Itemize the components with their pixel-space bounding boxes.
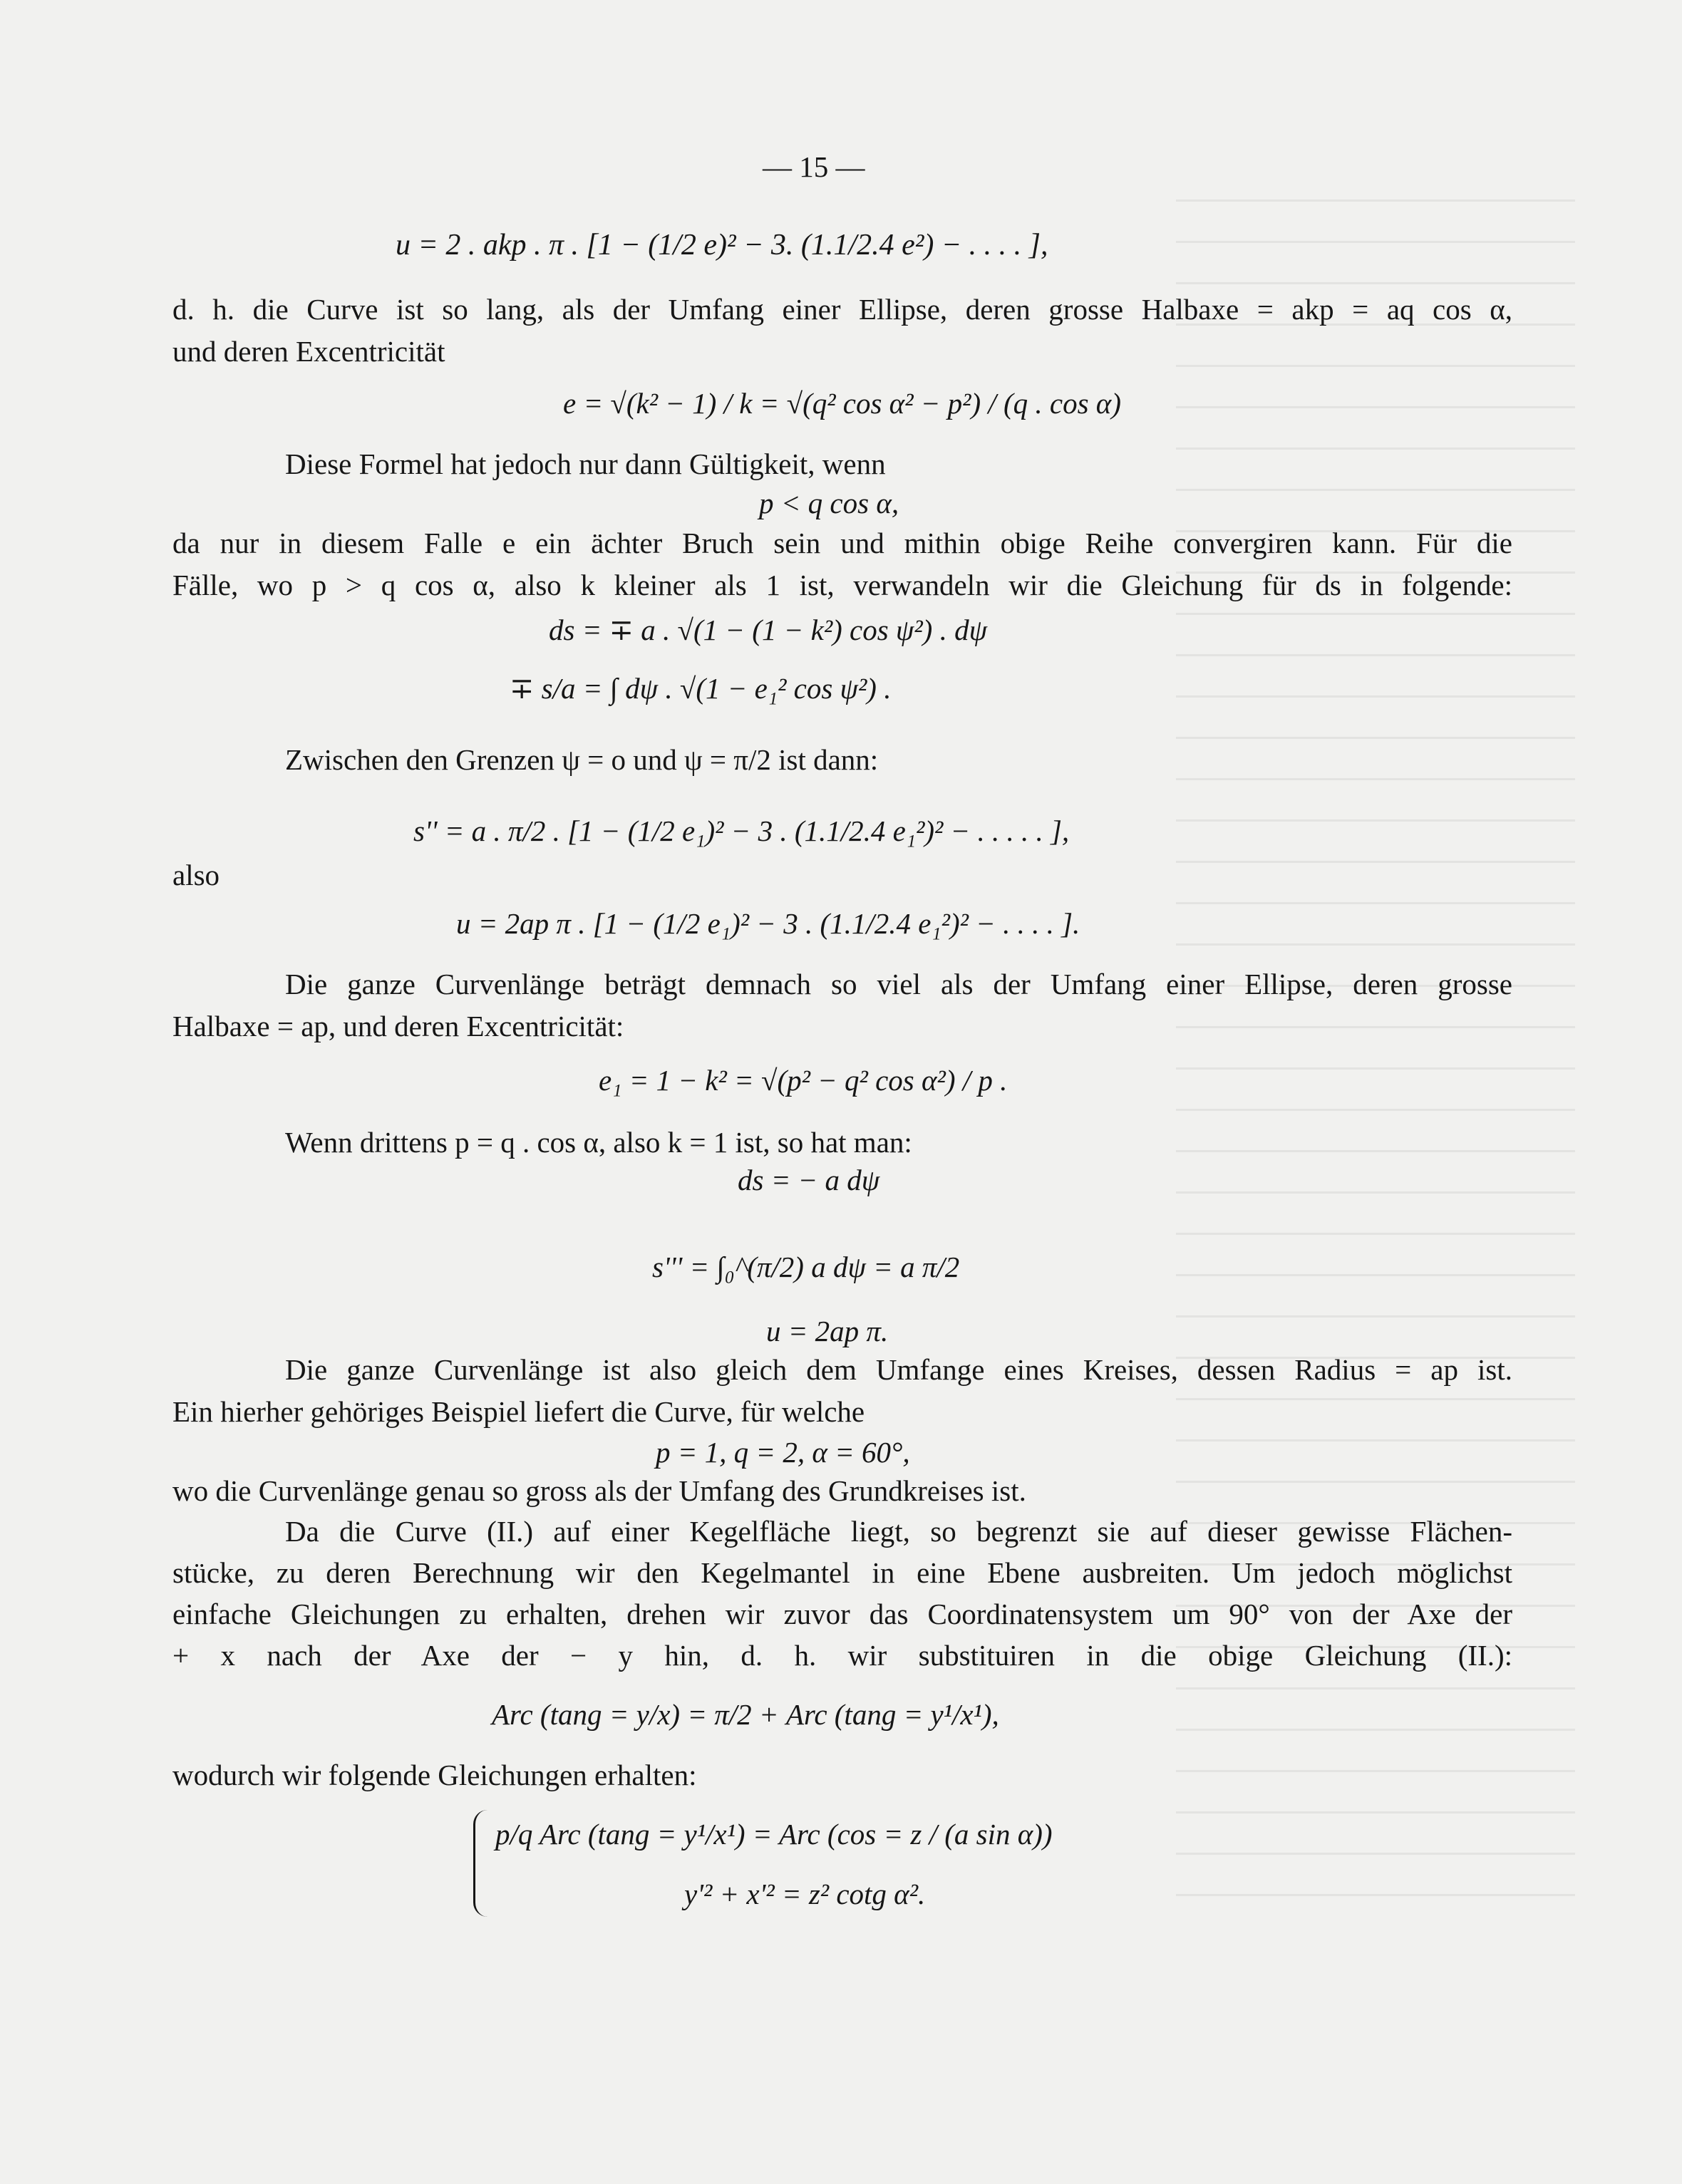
- paragraph-3-line-1: da nur in diesem Falle e ein ächter Bruch sein und mithin obige Reihe convergiren kann. Für die: [172, 527, 1512, 559]
- paragraph-7-line-1: Die ganze Curvenlänge ist also gleich dem Umfange eines Kreises, dessen Radius = ap ist.: [285, 1353, 1512, 1386]
- equation-5: ∓ s/a = ∫ dψ . √(1 − e₁² cos ψ²) .: [510, 672, 892, 705]
- paragraph-2: Diese Formel hat jedoch nur dann Gültigkeit, wenn: [285, 447, 886, 480]
- equation-4: ds = ∓ a . √(1 − (1 − k²) cos ψ²) . dψ: [549, 614, 988, 646]
- paragraph-3-line-2: Fälle, wo p > q cos α, also k kleiner als 1 ist, verwandeln wir die Gleichung für ds in folgende:: [172, 569, 1512, 601]
- paragraph-4: Zwischen den Grenzen ψ = o und ψ = π/2 ist dann:: [285, 743, 879, 776]
- page-number: — 15 —: [763, 150, 865, 183]
- equation-12: p = 1, q = 2, α = 60°,: [656, 1436, 910, 1469]
- equation-13: Arc (tang = y/x) = π/2 + Arc (tang = y¹/x¹),: [492, 1698, 999, 1731]
- equation-7: u = 2ap π . [1 − (1/2 e₁)² − 3 . (1.1/2.4 e₁²)² − . . . . ].: [456, 907, 1080, 940]
- paragraph-1-line-1: d. h. die Curve ist so lang, als der Umfang einer Ellipse, deren grosse Halbaxe = akp = aq cos α,: [172, 293, 1512, 326]
- word-also: also: [172, 859, 220, 891]
- equation-9: ds = − a dψ: [738, 1164, 880, 1196]
- equation-15: y'² + x'² = z² cotg α².: [684, 1878, 926, 1910]
- equation-2: e = √(k² − 1) / k = √(q² cos α² − p²) / (q . cos α): [563, 387, 1121, 420]
- paragraph-1-line-2: und deren Excentricität: [172, 335, 445, 368]
- equation-1: u = 2 . akp . π . [1 − (1/2 e)² − 3. (1.1/2.4 e²) − . . . . ],: [396, 229, 1048, 262]
- equation-10: s''' = ∫₀^(π/2) a dψ = a π/2: [652, 1251, 960, 1283]
- paragraph-6: Wenn drittens p = q . cos α, also k = 1 ist, so hat man:: [285, 1126, 912, 1159]
- paragraph-9: wodurch wir folgende Gleichungen erhalten:: [172, 1759, 697, 1791]
- paragraph-8-line-1: Da die Curve (II.) auf einer Kegelfläche liegt, so begrenzt sie auf dieser gewisse Flächen-: [285, 1515, 1512, 1548]
- equation-8: e₁ = 1 − k² = √(p² − q² cos α²) / p .: [599, 1064, 1008, 1097]
- equation-6: s'' = a . π/2 . [1 − (1/2 e₁)² − 3 . (1.1/2.4 e₁²)² − . . . . . ],: [413, 814, 1070, 847]
- paragraph-7-line-2: Ein hierher gehöriges Beispiel liefert die Curve, für welche: [172, 1395, 865, 1428]
- system-brace: [473, 1810, 491, 1917]
- equation-14: p/q Arc (tang = y¹/x¹) = Arc (cos = z / (a sin α)): [495, 1818, 1053, 1851]
- paragraph-8-line-3: einfache Gleichungen zu erhalten, drehen wir zuvor das Coordinatensystem um 90° von der Axe der: [172, 1598, 1512, 1630]
- paragraph-5-line-1: Die ganze Curvenlänge beträgt demnach so viel als der Umfang einer Ellipse, deren grosse: [285, 968, 1512, 1000]
- paragraph-8-line-4: + x nach der Axe der − y hin, d. h. wir substituiren in die obige Gleichung (II.):: [172, 1639, 1512, 1672]
- paragraph-5-line-2: Halbaxe = ap, und deren Excentricität:: [172, 1010, 624, 1042]
- paragraph-7-line-3: wo die Curvenlänge genau so gross als der Umfang des Grundkreises ist.: [172, 1474, 1026, 1507]
- equation-11: u = 2ap π.: [766, 1315, 889, 1347]
- paragraph-8-line-2: stücke, zu deren Berechnung wir den Kegelmantel in eine Ebene ausbreiten. Um jedoch möglichst: [172, 1556, 1512, 1589]
- equation-3: p < q cos α,: [759, 487, 899, 519]
